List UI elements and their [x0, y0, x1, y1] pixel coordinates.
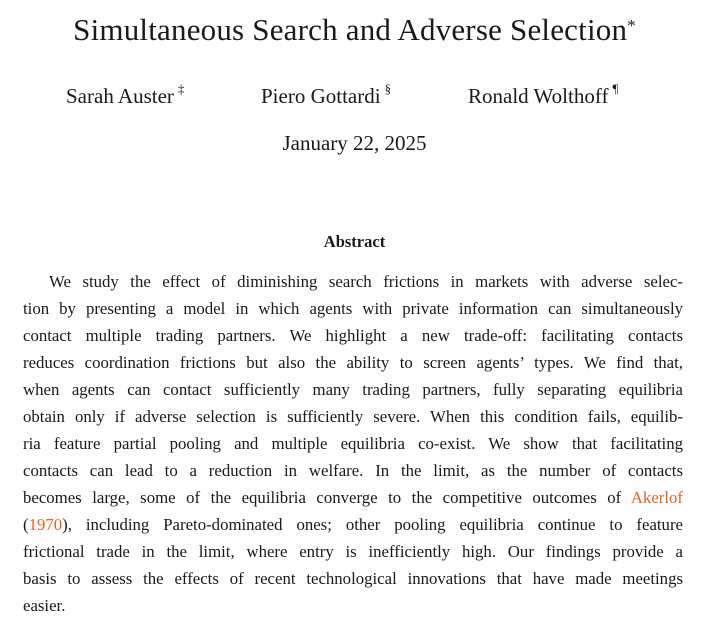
- abstract-heading: Abstract: [323, 232, 386, 251]
- abstract-line: (1970), including Pareto-dominated ones; other pooling equilibria continue to feature: [23, 515, 683, 534]
- abstract-line: obtain only if adverse selection is sufficiently severe. When this condition fails, equilib-: [23, 407, 683, 426]
- abstract-line: reduces coordination frictions but also the ability to screen agents’ types. We find that,: [23, 353, 683, 372]
- author-2: Piero Gottardi §: [261, 81, 392, 108]
- abstract-line: ria feature partial pooling and multiple equilibria co-exist. We show that facilitating: [23, 434, 683, 453]
- abstract-line: basis to assess the effects of recent technological innovations that have made meetings: [23, 569, 683, 588]
- abstract-line: contact multiple trading partners. We highlight a new trade-off: facilitating contacts: [23, 326, 683, 345]
- author-2-footnote-mark[interactable]: §: [384, 81, 392, 96]
- paper-date: January 22, 2025: [282, 131, 427, 155]
- abstract-line: frictional trade in the limit, where entry is inefficiently high. Our findings provide a: [23, 542, 683, 561]
- paper-title: Simultaneous Search and Adverse Selection*: [73, 12, 636, 47]
- abstract-line: becomes large, some of the equilibria converge to the competitive outcomes of Akerlof: [23, 488, 683, 507]
- title-footnote-mark[interactable]: *: [627, 16, 636, 35]
- author-1: Sarah Auster ‡: [66, 81, 185, 108]
- citation-close-paren: ): [62, 515, 68, 534]
- abstract-line: contacts can lead to a reduction in welfare. In the limit, as the number of contacts: [23, 461, 683, 480]
- author-3: Ronald Wolthoff ¶: [468, 81, 619, 108]
- citation-year-link[interactable]: 1970: [28, 515, 63, 534]
- author-list: [0, 81, 709, 114]
- author-3-footnote-mark[interactable]: ¶: [612, 81, 619, 96]
- abstract-line: when agents can contact sufficiently many trading partners, fully separating equilibria: [23, 380, 683, 399]
- abstract-line: We study the effect of diminishing search frictions in markets with adverse selec-: [49, 272, 683, 291]
- author-1-footnote-mark[interactable]: ‡: [177, 81, 185, 96]
- citation-author-link[interactable]: Akerlof: [630, 488, 683, 507]
- abstract-line: easier.: [23, 596, 66, 615]
- abstract-line: tion by presenting a model in which agents with private information can simultaneously: [23, 299, 683, 318]
- citation-open-paren: (: [23, 515, 29, 534]
